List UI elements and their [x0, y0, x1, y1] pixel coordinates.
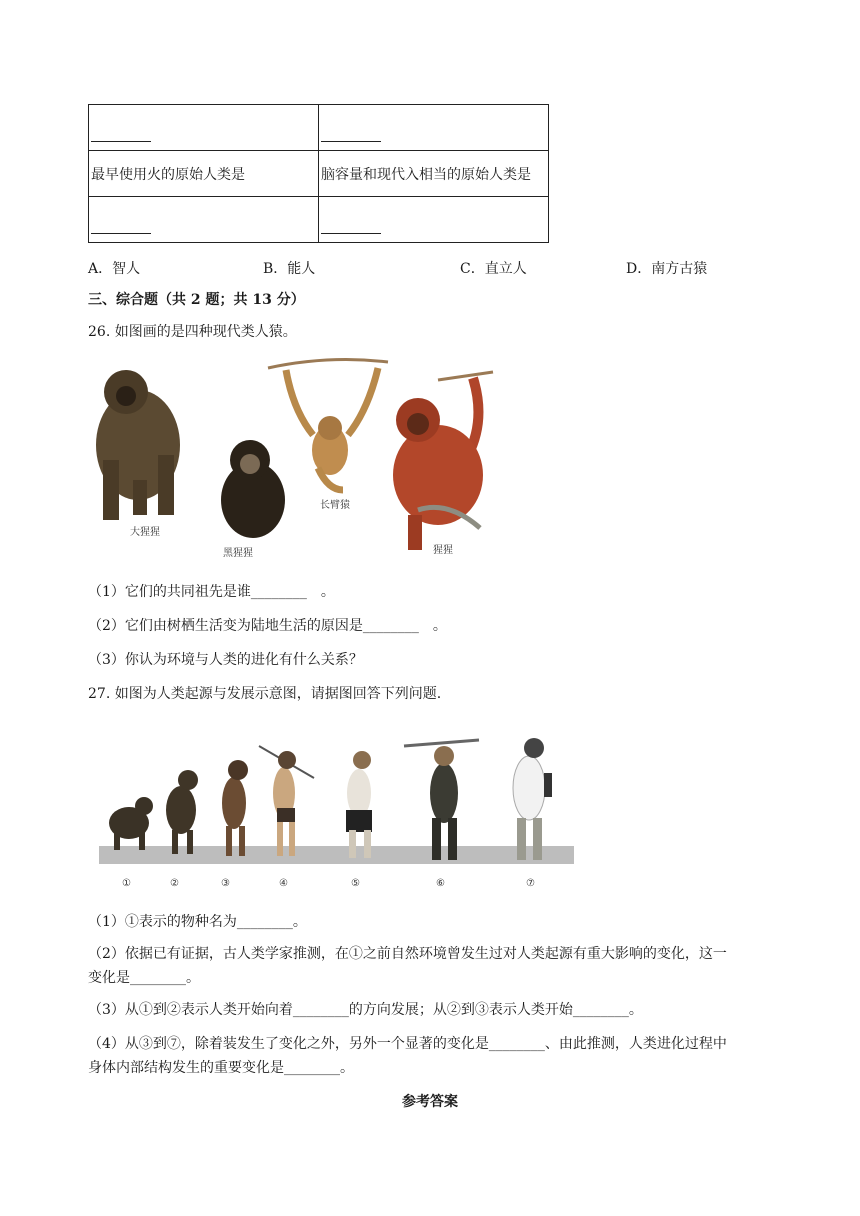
q27-sub2-line2: 变化是________。	[88, 970, 200, 986]
figure-label: ②	[170, 878, 179, 889]
option-d: D．南方古猿	[626, 261, 708, 277]
apes-figure	[88, 350, 508, 565]
table-cell: 最早使用火的原始人类是	[89, 151, 319, 197]
table-cell	[319, 105, 549, 151]
q27-stem: 27. 如图为人类起源与发展示意图，请据图回答下列问题.	[88, 686, 442, 702]
figure-label: ⑤	[351, 878, 360, 889]
figure-label: ⑦	[526, 878, 535, 889]
q27-sub4-line1: （4）从③到⑦，除着装发生了变化之外，另外一个显著的变化是________、由此推测，人类进化过程中	[88, 1036, 727, 1052]
answers-heading: 参考答案	[402, 1094, 458, 1110]
q26-stem: 26. 如图画的是四种现代类人猿。	[88, 324, 297, 340]
table-cell	[319, 197, 549, 243]
chimpanzee-illustration	[221, 440, 285, 538]
table-cell: 脑容量和现代入相当的原始人类是	[319, 151, 549, 197]
orangutan-illustration	[393, 378, 483, 550]
figure-label: 猩猩	[433, 545, 453, 556]
option-b: B．能人	[263, 261, 316, 277]
q27-sub4-line2: 身体内部结构发生的重要变化是________。	[88, 1060, 354, 1076]
q27-sub1: （1）①表示的物种名为________。	[88, 914, 307, 930]
figure-label: ⑥	[436, 878, 445, 889]
option-c: C．直立人	[460, 261, 527, 277]
q26-sub1: （1）它们的共同祖先是谁________ 。	[88, 584, 335, 600]
evolution-figure	[84, 718, 579, 893]
figure-label: ③	[221, 878, 230, 889]
figure-label: 大猩猩	[130, 527, 160, 538]
q27-sub2-line1: （2）依据已有证据，古人类学家推测，在①之前自然环境曾发生过对人类起源有重大影响的变化，这一	[88, 946, 727, 962]
q26-sub2: （2）它们由树栖生活变为陆地生活的原因是________ 。	[88, 618, 447, 634]
q26-sub3: （3）你认为环境与人类的进化有什么关系？	[88, 652, 363, 668]
table-cell	[89, 105, 319, 151]
table-cell	[89, 197, 319, 243]
answer-table	[88, 104, 549, 243]
figure-label: ④	[279, 878, 288, 889]
gibbon-illustration	[286, 368, 378, 490]
figure-label: 长臂猿	[320, 500, 350, 511]
gorilla-illustration	[96, 370, 180, 520]
option-a: A．智人	[88, 261, 141, 277]
q27-sub3: （3）从①到②表示人类开始向着________的方向发展；从②到③表示人类开始________。	[88, 1002, 643, 1018]
section-heading: 三、综合题（共 2 题；共 13 分）	[88, 292, 305, 308]
figure-label: ①	[122, 878, 131, 889]
figure-label: 黑猩猩	[223, 548, 253, 559]
